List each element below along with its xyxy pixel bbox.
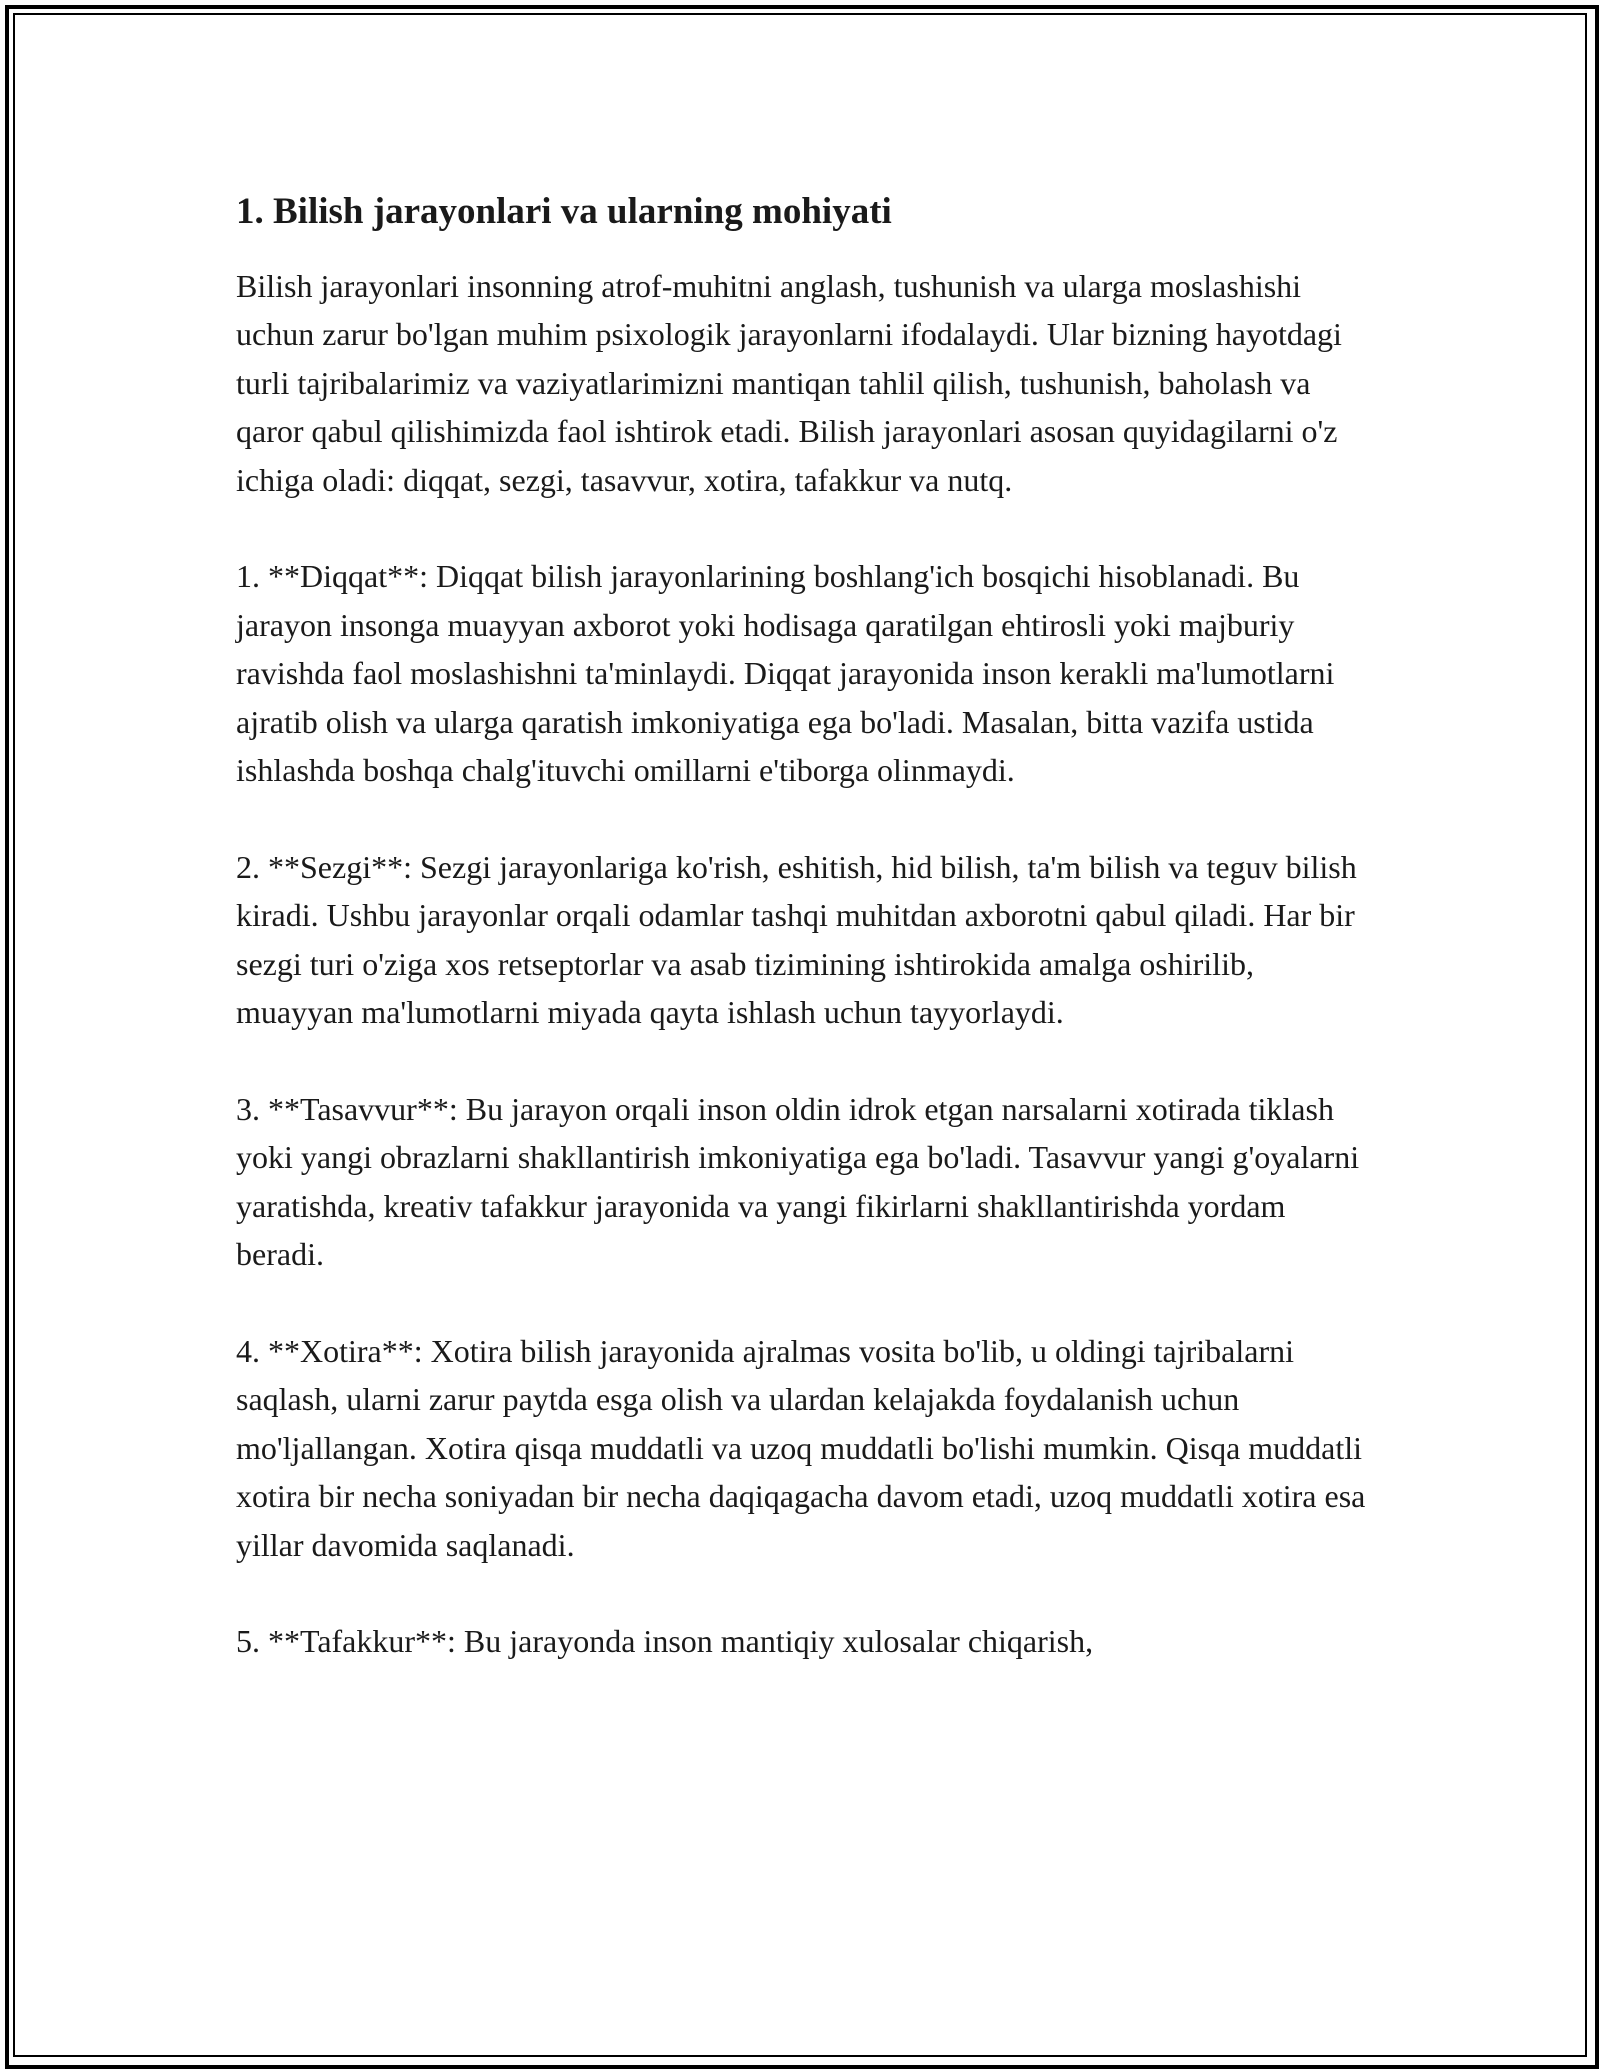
paragraph-xotira: 4. **Xotira**: Xotira bilish jarayonida ajralmas vosita bo'lib, u oldingi tajribalarni saqlash, ularni zarur paytda esga olish va ulardan kelajakda foydalanish uchun mo'ljallangan. Xotira qisqa muddatli va uzoq muddatli bo'lishi mumkin. Qisqa muddatli xotira bir necha soniyadan bir necha daqiqagacha davom etadi, uzoq muddatli xotira esa yillar davomida saqlanadi.: [236, 1332, 1366, 1563]
intro-paragraph: Bilish jarayonlari insonning atrof-muhitni anglash, tushunish va ularga moslashishi uchun zarur bo'lgan muhim psixologik jarayonlarni ifodalaydi. Ular bizning hayotdagi turli tajribalarimiz va vaziyatlarimizni mantiqan tahlil qilish, tushunish, baholash va qaror qabul qilishimizda faol ishtirok etadi. Bilish jarayonlari asosan quyidagilarni o'z ichiga oladi: diqqat, sezgi, tasavvur, xotira, tafakkur va nutq.: [236, 268, 1342, 498]
paragraph-tafakkur: 5. **Tafakkur**: Bu jarayonda inson mantiqiy xulosalar chiqarish,: [236, 1623, 1094, 1660]
paragraph-tasavvur: 3. **Tasavvur**: Bu jarayon orqali inson oldin idrok etgan narsalarni xotirada tiklash yoki yangi obrazlarni shakllantirish imkoniyatiga ega bo'ladi. Tasavvur yangi g'oyalarni yaratishda, kreativ tafakkur jarayonida va yangi fikirlarni shakllantirishda yordam beradi.: [236, 1090, 1360, 1273]
paragraph-sezgi: 2. **Sezgi**: Sezgi jarayonlariga ko'rish, eshitish, hid bilish, ta'm bilish va teguv bilish kiradi. Ushbu jarayonlar orqali odamlar tashqi muhitdan axborotni qabul qiladi. Har bir sezgi turi o'ziga xos retseptorlar va asab tizimining ishtirokida amalga oshirilib, muayyan ma'lumotlarni miyada qayta ishlash uchun tayyorlaydi.: [236, 848, 1357, 1031]
section-title: 1. Bilish jarayonlari va ularning mohiyati: [236, 191, 892, 232]
document-body: [236, 188, 1366, 1714]
paragraph-diqqat: 1. **Diqqat**: Diqqat bilish jarayonlarining boshlang'ich bosqichi hisoblanadi. Bu jarayon insonga muayyan axborot yoki hodisaga qaratilgan ehtirosli yoki majburiy ravishda faol moslashishni ta'minlaydi. Diqqat jarayonida inson kerakli ma'lumotlarni ajratib olish va ularga qaratish imkoniyatiga ega bo'ladi. Masalan, bitta vazifa ustida ishlashda boshqa chalg'ituvchi omillarni e'tiborga olinmaydi.: [236, 558, 1335, 789]
